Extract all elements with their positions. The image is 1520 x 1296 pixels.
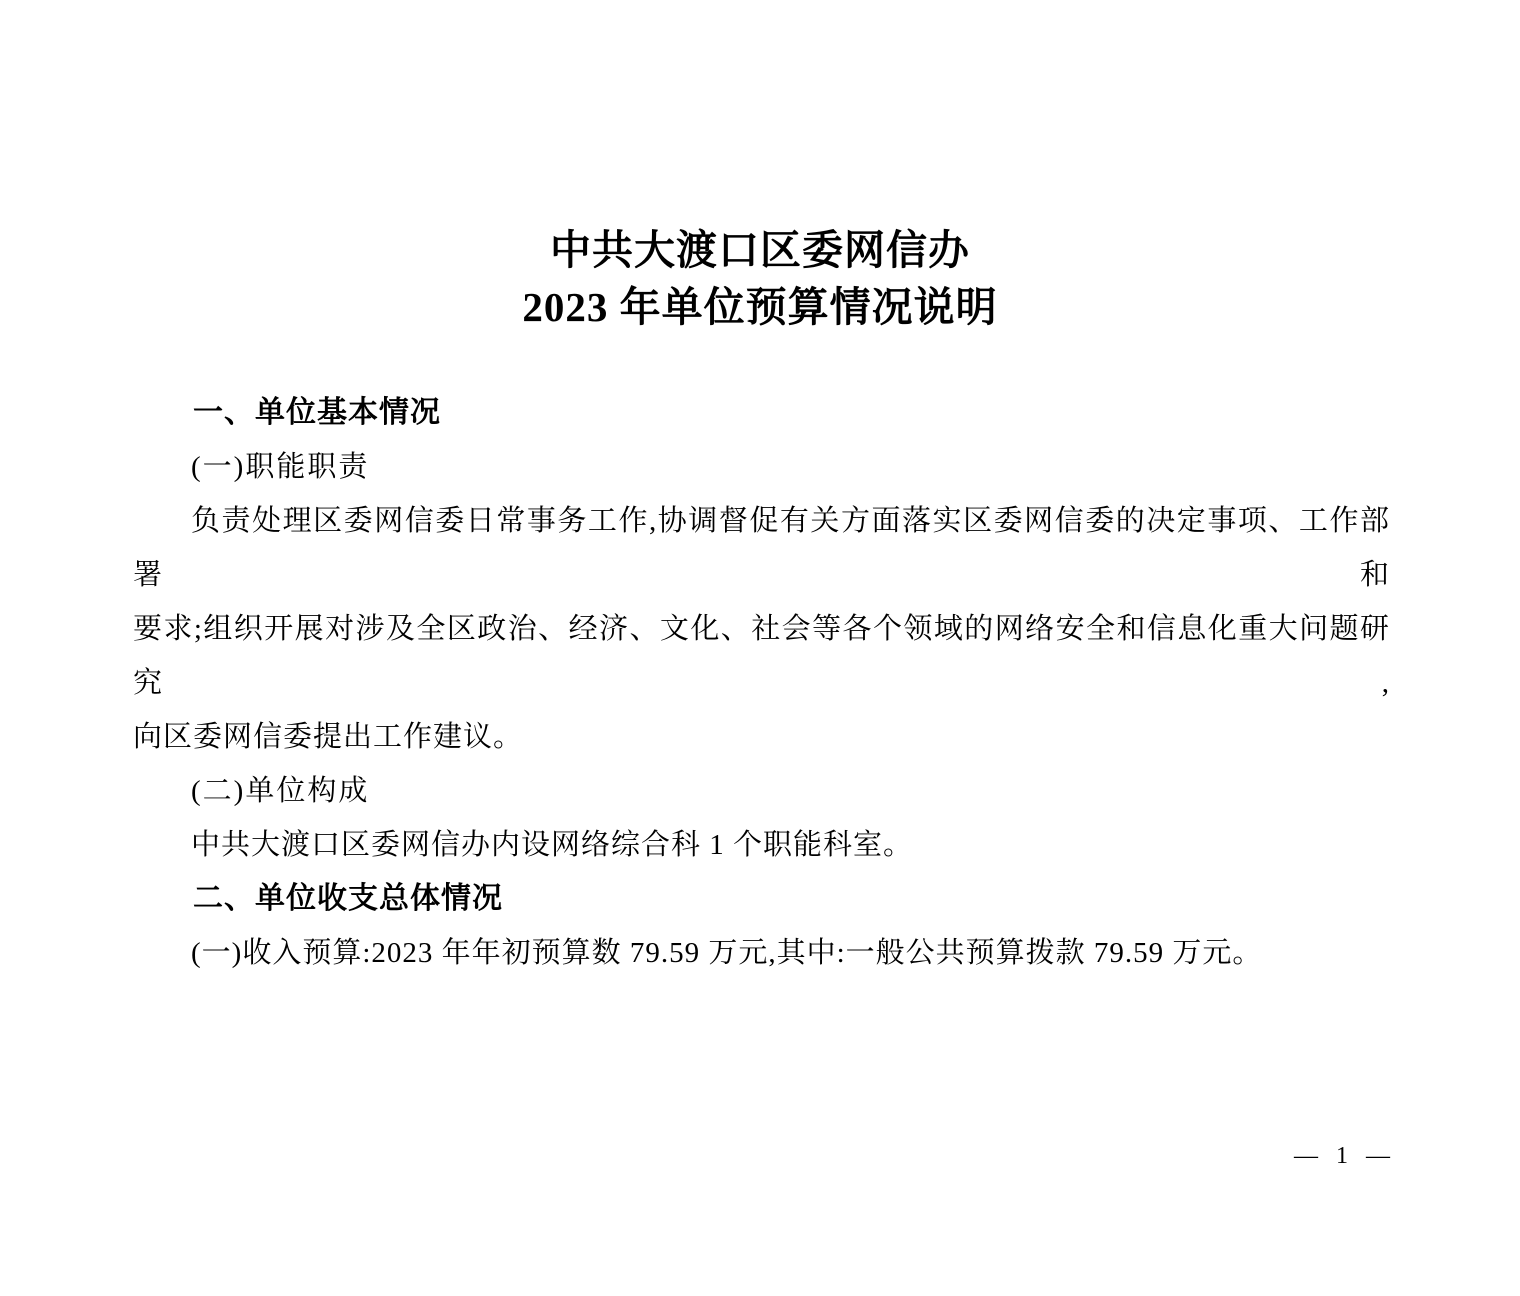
document-body — [0, 386, 1520, 980]
subsection-heading-duties: (一)职能职责 — [191, 451, 370, 483]
document-title — [0, 222, 1520, 336]
paragraph-duties-line-3: 向区委网信委提出工作建议。 — [133, 721, 524, 753]
page-footer — [1294, 1138, 1390, 1174]
section-heading-budget-overview: 二、单位收支总体情况 — [193, 882, 503, 915]
paragraph-duties-line-1: 负责处理区委网信委日常事务工作,协调督促有关方面落实区委网信委的决定事项、工作部署和 — [133, 505, 1390, 591]
section-heading-basic-info: 一、单位基本情况 — [193, 396, 441, 429]
title-line-1: 中共大渡口区委网信办 — [550, 227, 970, 273]
paragraph-duties — [133, 494, 1390, 764]
paragraph-income-budget: (一)收入预算:2023 年年初预算数 79.59 万元,其中:一般公共预算拨款 79.59 万元。 — [191, 937, 1263, 969]
title-line-2: 2023 年单位预算情况说明 — [522, 284, 998, 330]
paragraph-duties-line-2: 要求;组织开展对涉及全区政治、经济、文化、社会等各个领域的网络安全和信息化重大问题研究, — [133, 613, 1390, 699]
page-number: — 1 — — [1294, 1143, 1390, 1169]
subsection-heading-composition: (二)单位构成 — [191, 775, 370, 807]
document-page — [0, 222, 1520, 1296]
paragraph-composition: 中共大渡口区委网信办内设网络综合科 1 个职能科室。 — [191, 829, 914, 861]
